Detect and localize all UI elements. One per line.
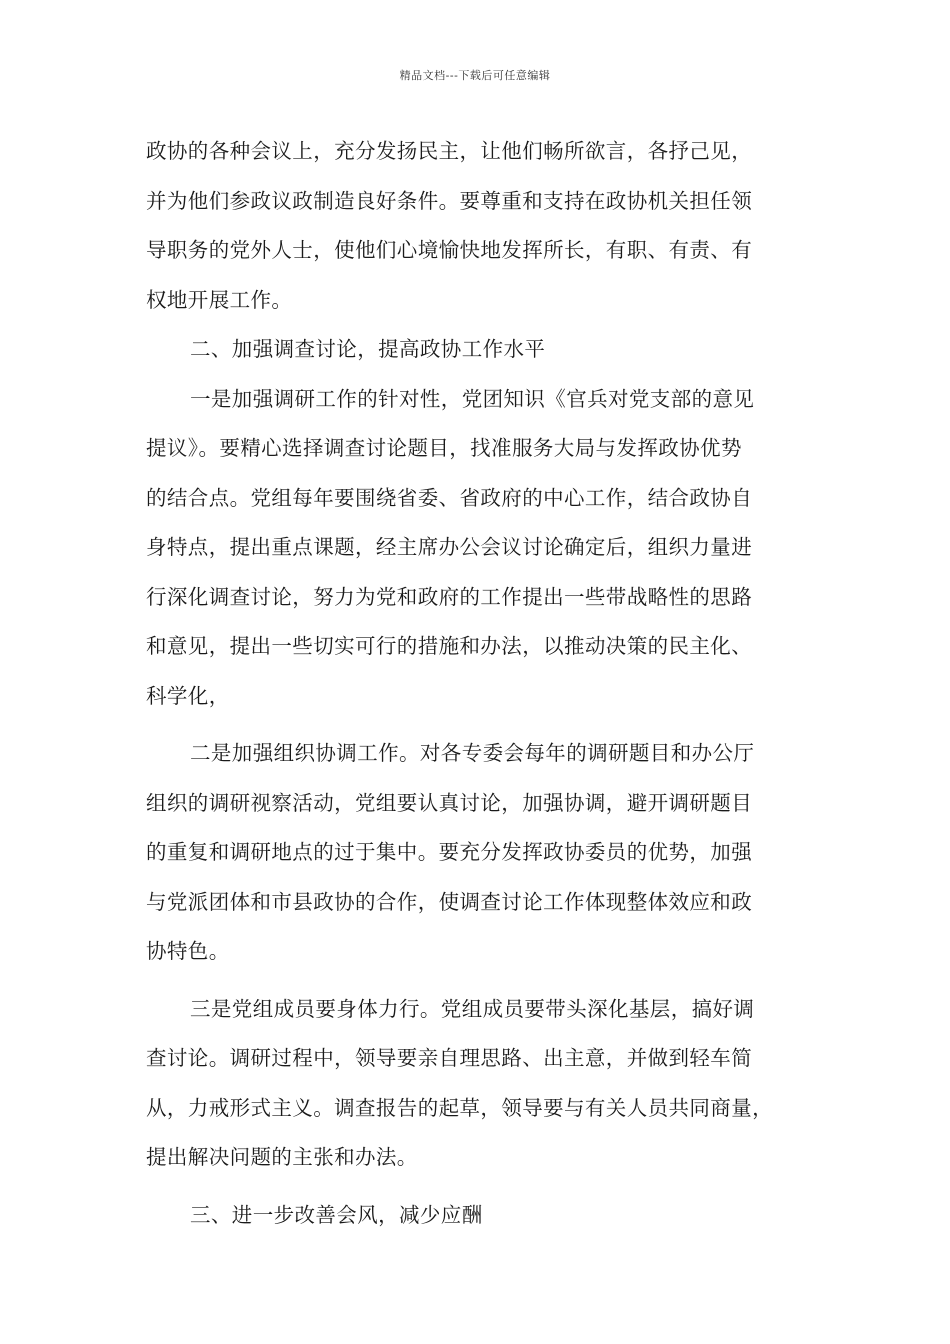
- section-heading: 三、进一步改善会风，减少应酬: [190, 1202, 483, 1227]
- text-line: 导职务的党外人士，使他们心境愉快地发挥所长，有职、有责、有: [146, 238, 753, 262]
- text-line: 一是加强调研工作的针对性，党团知识《官兵对党支部的意见: [190, 386, 755, 411]
- text-line: 身特点，提出重点课题，经主席办公会议讨论确定后，组织力量进: [146, 535, 753, 559]
- page-header: 精品文档---下载后可任意编辑: [399, 69, 551, 82]
- text-line: 政协的各种会议上，充分发扬民主，让他们畅所欲言，各抒己见，: [146, 139, 753, 163]
- document-body: [146, 127, 806, 1240]
- text-line: 二是加强组织协调工作。对各专委会每年的调研题目和办公厅: [190, 741, 755, 765]
- text-line: 和意见，提出一些切实可行的措施和办法，以推动决策的民主化、: [146, 634, 753, 658]
- text-line: 查讨论。调研过程中，领导要亲自理思路、出主意，并做到轻车简: [146, 1046, 753, 1070]
- text-line: 的结合点。党组每年要围绕省委、省政府的中心工作，结合政协自: [146, 485, 753, 510]
- text-line: 提议》。要精心选择调查讨论题目，找准服务大局与发挥政协优势: [146, 436, 742, 460]
- text-line: 权地开展工作。: [146, 287, 293, 312]
- paragraph-gap: [146, 1183, 806, 1191]
- text-line: 的重复和调研地点的过于集中。要充分发挥政协委员的优势，加强: [146, 840, 753, 864]
- text-line: 组织的调研视察活动，党组要认真讨论，加强协调，避开调研题目: [146, 790, 753, 815]
- text-line: 协特色。: [146, 939, 230, 963]
- text-line: 行深化调查讨论，努力为党和政府的工作提出一些带战略性的思路: [146, 584, 753, 609]
- text-line: 并为他们参政议政制造良好条件。要尊重和支持在政协机关担任领: [146, 188, 753, 213]
- text-line: 与党派团体和市县政协的合作，使调查讨论工作体现整体效应和政: [146, 889, 753, 914]
- paragraph-gap: [146, 977, 806, 985]
- text-line: 三是党组成员要身体力行。党组成员要带头深化基层，搞好调: [190, 996, 755, 1021]
- text-line: 从，力戒形式主义。调查报告的起草，领导要与有关人员共同商量，: [146, 1095, 773, 1120]
- section-heading: 二、加强调查讨论，提高政协工作水平: [190, 337, 546, 361]
- text-line: 提出解决问题的主张和办法。: [146, 1145, 418, 1169]
- paragraph-gap: [146, 721, 806, 729]
- text-line: 科学化，: [146, 683, 230, 708]
